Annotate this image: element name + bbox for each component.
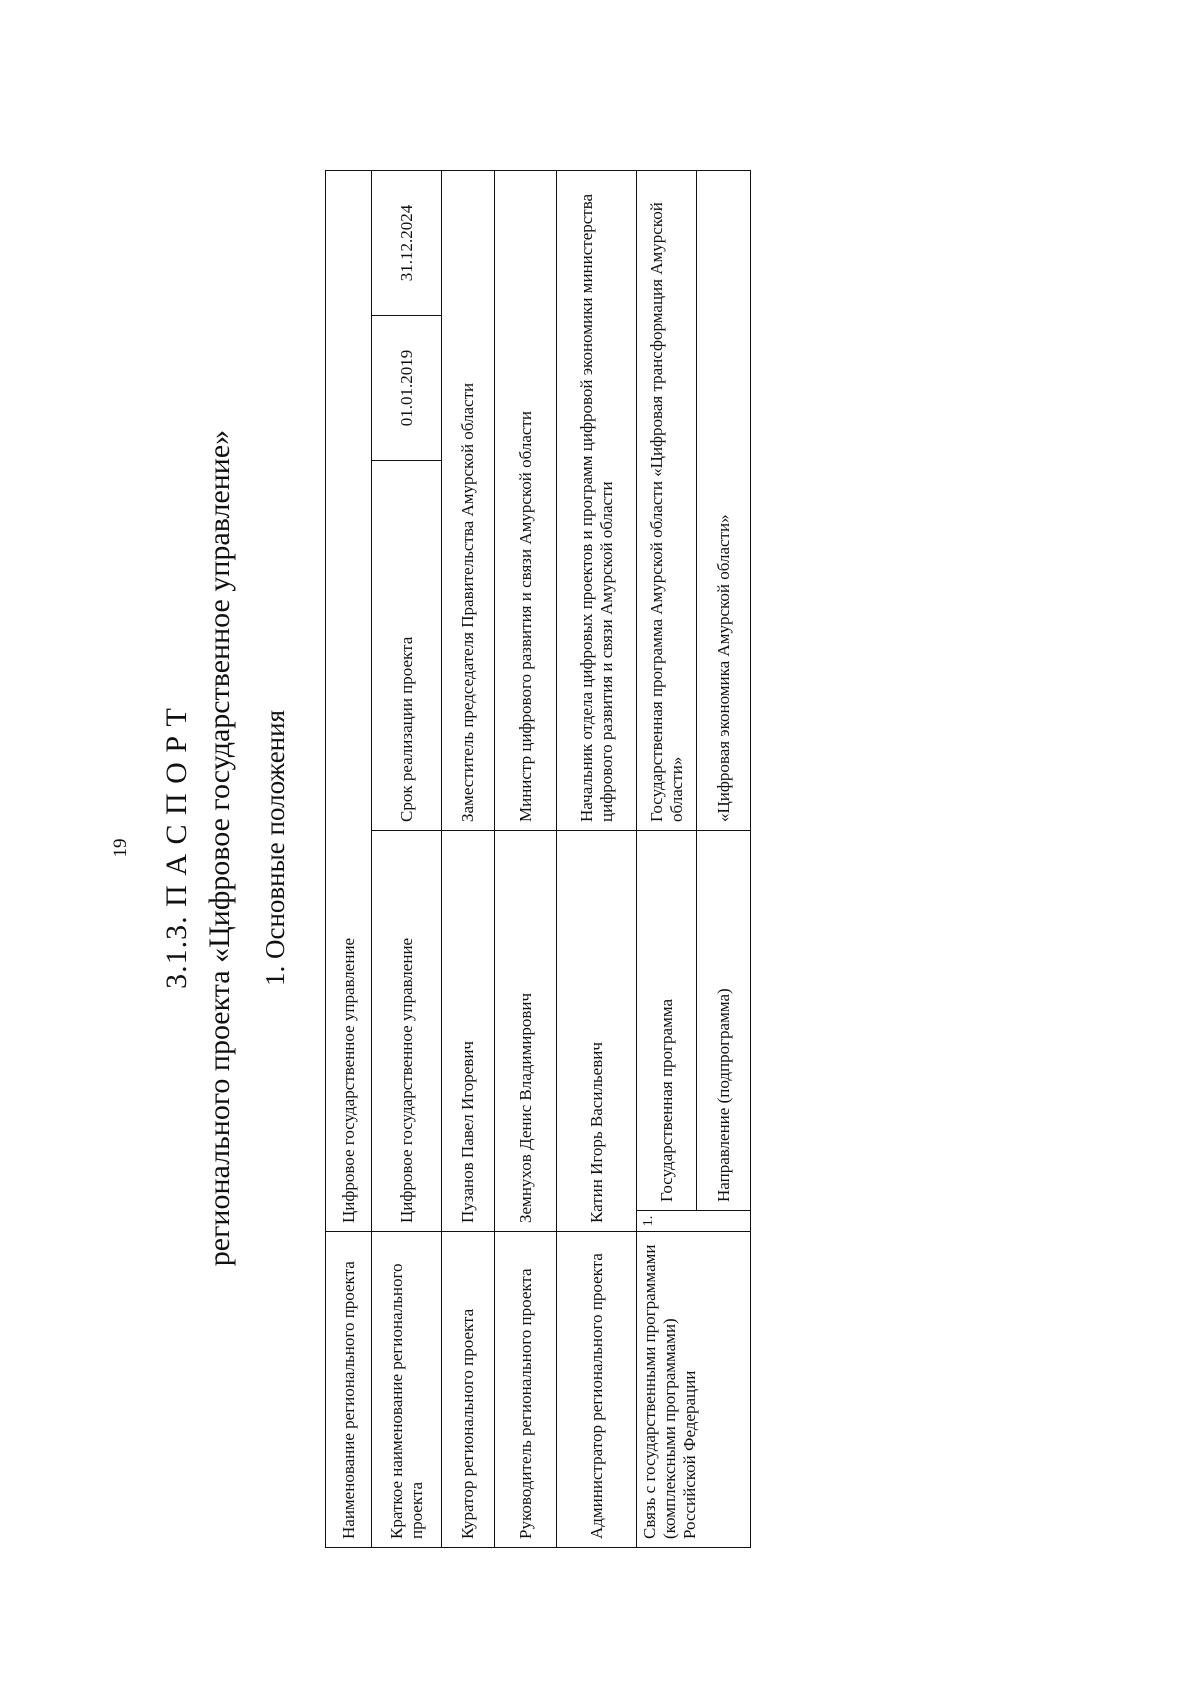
administrator-label: Администратор регионального проекта: [557, 1232, 637, 1548]
administrator-position: Начальник отдела цифровых проектов и программ цифровой экономики министерства цифрового развития и связи Амурской области: [557, 170, 637, 830]
start-date: 01.01.2019: [372, 316, 442, 461]
table-row-administrator: [557, 170, 637, 1547]
short-name-label: Краткое наименование регионального проекта: [372, 1232, 442, 1548]
links-label: Связь с государственными программами (комплексными программами) Российской Федерации: [637, 1232, 751, 1548]
passport-table: [325, 170, 751, 1548]
name-label: Наименование регионального проекта: [326, 1232, 372, 1548]
program-value: Государственная программа Амурской области «Цифровая трансформация Амурской области»: [637, 170, 697, 830]
end-date: 31.12.2024: [372, 170, 442, 315]
table-row-curator: [442, 170, 495, 1547]
table-row-short-name: [372, 170, 442, 1547]
passport-title: 3.1.3. П А С П О Р Т: [160, 707, 193, 989]
short-name-value: Цифровое государственное управление: [372, 831, 442, 1232]
page-number: 19: [110, 838, 131, 858]
rotated-document-page: [0, 18, 1200, 1678]
name-value: Цифровое государственное управление: [326, 170, 372, 1231]
table-row-program: [637, 170, 697, 1547]
passport-subtitle: регионального проекта «Цифровое государственное управление»: [203, 429, 236, 1267]
head-name: Земнухов Денис Владимирович: [495, 831, 557, 1232]
head-label: Руководитель регионального проекта: [495, 1232, 557, 1548]
table-row-head: [495, 170, 557, 1547]
table-row-name: [326, 170, 372, 1547]
links-number: 1.: [637, 1211, 751, 1232]
program-label: Государственная программа: [637, 831, 697, 1211]
curator-position: Заместитель председателя Правительства Амурской области: [442, 170, 495, 830]
head-position: Министр цифрового развития и связи Амурской области: [495, 170, 557, 830]
period-label: Срок реализации проекта: [372, 461, 442, 831]
direction-label: Направление (подпрограмма): [697, 831, 751, 1211]
curator-name: Пузанов Павел Игоревич: [442, 831, 495, 1232]
direction-value: «Цифровая экономика Амурской области»: [697, 170, 751, 830]
curator-label: Куратор регионального проекта: [442, 1232, 495, 1548]
section-heading: 1. Основные положения: [260, 710, 290, 986]
administrator-name: Катин Игорь Васильевич: [557, 831, 637, 1232]
